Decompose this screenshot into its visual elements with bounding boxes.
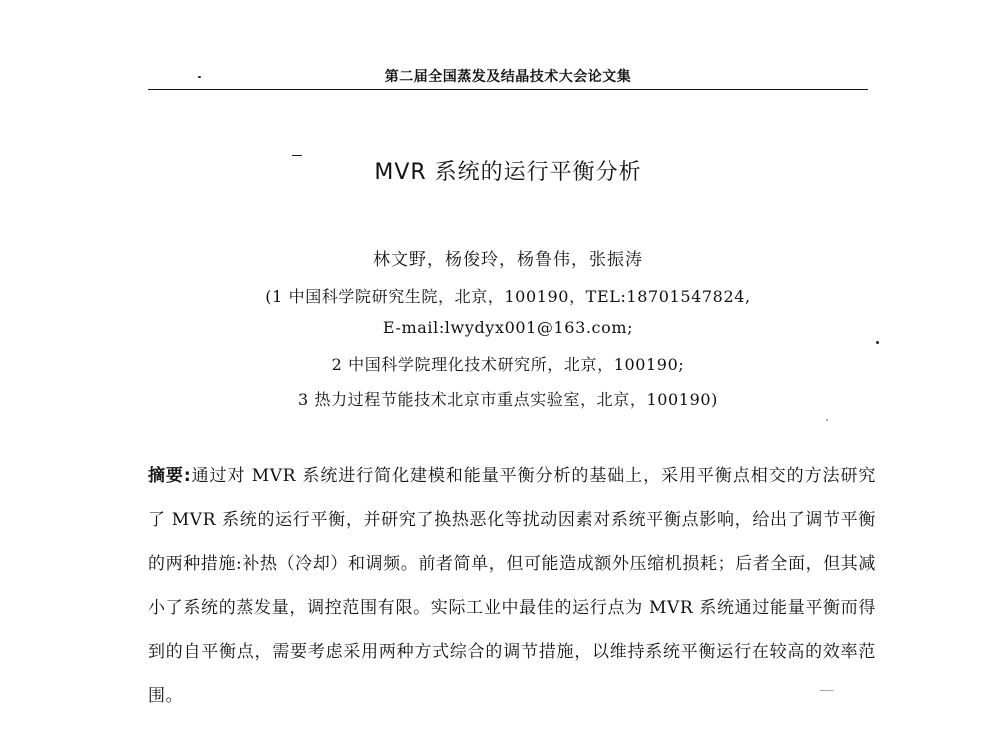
scan-speck <box>198 76 201 78</box>
affiliation-line-1: (1 中国科学院研究生院，北京，100190，TEL:18701547824, <box>265 287 751 306</box>
abstract-label: 摘要: <box>148 466 192 486</box>
abstract-text: 通过对 MVR 系统进行简化建模和能量平衡分析的基础上，采用平衡点相交的方法研究了 MVR 系统的运行平衡，并研究了换热恶化等扰动因素对系统平衡点影响，给出了调节平衡的两种措施:补热（冷却）和调频。前者简单，但可能造成额外压缩机损耗；后者全面，但其减小了系统的蒸发量，调控范围有限。实际工业中最佳的运行点为 MVR 系统通过能量平衡而得到的自平衡点，需要考虑采用两种方式综合的调节措施，以维持系统平衡运行在较高的效率范围。 <box>148 466 876 706</box>
abstract-paragraph <box>148 454 876 718</box>
affiliation-line-4: 3 热力过程节能技术北京市重点实验室，北京，100190) <box>298 390 718 409</box>
affiliation-line-2: E-mail:lwydyx001@163.com; <box>382 318 634 337</box>
scan-speck <box>292 155 302 156</box>
scan-speck <box>820 690 834 691</box>
author-list: 林文野，杨俊玲，杨鲁伟，张振涛 <box>373 250 643 270</box>
affiliation-line-3: 2 中国科学院理化技术研究所，北京，100190; <box>331 355 685 374</box>
paper-title: MVR 系统的运行平衡分析 <box>374 160 642 185</box>
scan-speck <box>826 419 828 421</box>
header-rule <box>148 89 868 90</box>
running-header: 第二届全国蒸发及结晶技术大会论文集 <box>384 69 632 85</box>
scan-speck <box>876 341 879 344</box>
